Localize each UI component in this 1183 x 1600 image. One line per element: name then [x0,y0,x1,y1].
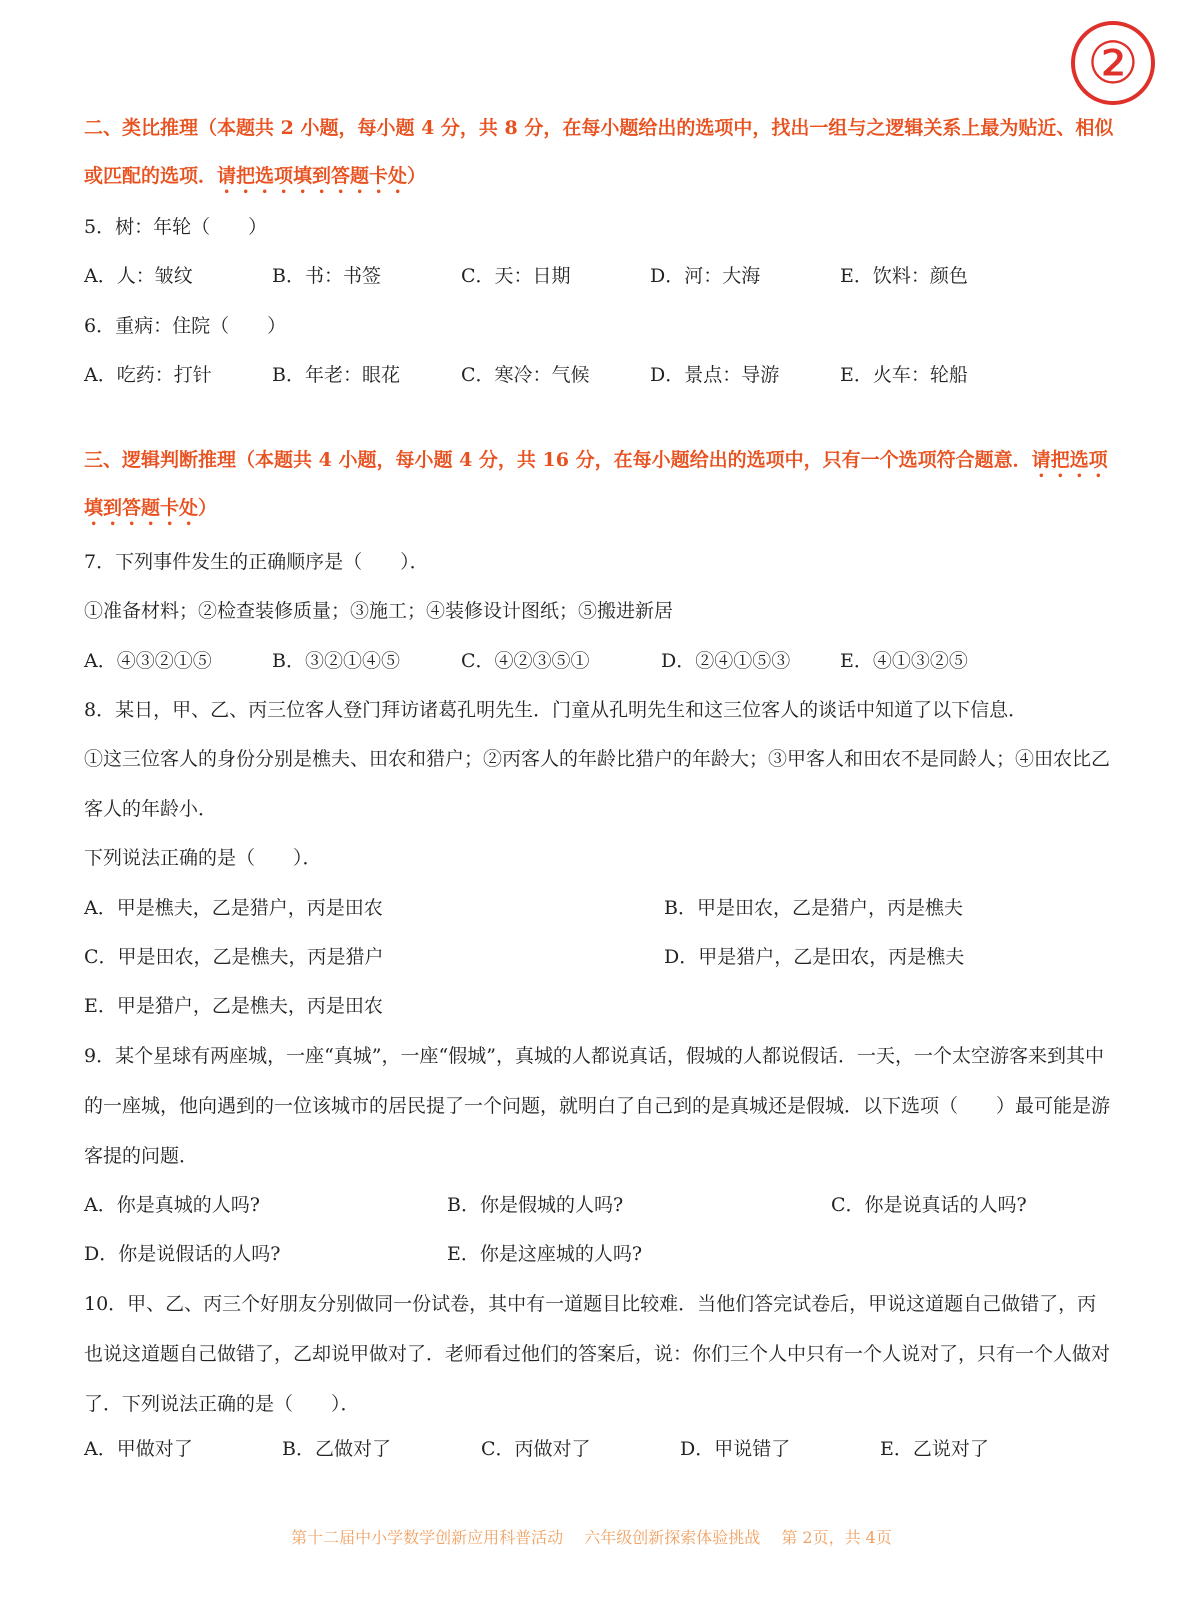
q6-stem: 6．重病：住院（ ） [84,315,287,337]
q7-option-d: D．②④①⑤③ [661,650,791,672]
q9-option-c: C．你是说真话的人吗? [831,1194,1027,1216]
q6-option-a: A．吃药：打针 [84,364,212,386]
q8-option-d: D．甲是猎户，乙是田农，丙是樵夫 [664,946,965,968]
section-2-heading-end: ） [407,165,427,187]
q7-option-a: A．④③②①⑤ [84,650,212,672]
section-2-instruction: 请把选项填到答题卡处 [217,165,408,187]
q8-option-a: A．甲是樵夫，乙是猎户，丙是田农 [84,897,383,919]
page-number-badge: ② [1071,21,1155,105]
q10-stem: 10．甲、乙、丙三个好朋友分别做同一份试卷，其中有一道题目比较难．当他们答完试卷后，甲说这道题自己做错了，丙也说这道题自己做错了，乙却说甲做对了．老师看过他们的答案后，说：你们三个人中只有一个人说对了，只有一个人做对了．下列说法正确的是（ ）． [84,1293,1111,1415]
q9-option-a: A．你是真城的人吗? [84,1194,260,1216]
section-3-heading [84,436,1114,532]
q5-options [84,251,1114,301]
q9-options-row-2 [84,1229,1114,1279]
q8-options-row-2 [84,932,1114,982]
q10-option-e: E．乙说对了 [880,1438,989,1460]
q5-option-a: A．人：皱纹 [84,265,193,287]
q9-options-row-1 [84,1180,1114,1230]
section-3-heading-end: ） [198,497,218,519]
page-footer [0,1525,1183,1548]
q10-option-b: B．乙做对了 [282,1438,391,1460]
q5-option-d: D．河：大海 [650,265,761,287]
q6-option-e: E．火车：轮船 [840,364,968,386]
q6-options [84,350,1114,400]
q10-options [84,1424,1114,1474]
q9-stem: 9．某个星球有两座城，一座“真城”，一座“假城”，真城的人都说真话，假城的人都说假话．一天，一个太空游客来到其中的一座城，他向遇到的一位该城市的居民提了一个问题，就明白了自己到的是真城还是假城．以下选项（ ）最可能是游客提的问题． [84,1045,1111,1167]
section-3-heading-text: 三、逻辑判断推理（本题共 4 小题，每小题 4 分，共 16 分，在每小题给出的选项中，只有一个选项符合题意． [84,449,1032,471]
q7-stem: 7．下列事件发生的正确顺序是（ ）． [84,551,429,573]
q10-option-d: D．甲说错了 [680,1438,791,1460]
q7-options [84,636,1114,686]
q7-option-e: E．④①③②⑤ [840,650,968,672]
q9-option-b: B．你是假城的人吗? [447,1194,624,1216]
q7-option-c: C．④②③⑤① [461,650,590,672]
q7-option-b: B．③②①④⑤ [272,650,400,672]
q10-option-c: C．丙做对了 [481,1438,591,1460]
q5-option-e: E．饮料：颜色 [840,265,968,287]
q7-detail: ①准备材料；②检查装修质量；③施工；④装修设计图纸；⑤搬进新居 [84,600,674,622]
q6-option-d: D．景点：导游 [650,364,780,386]
q8-option-b: B．甲是田农，乙是猎户，丙是樵夫 [664,897,963,919]
q5-option-b: B．书：书签 [272,265,381,287]
q10-option-a: A．甲做对了 [84,1438,193,1460]
section-2-heading-text: 二、类比推理（本题共 2 小题，每小题 4 分，共 8 分，在每小题给出的选项中，找出一组与之逻辑关系上最为贴近、相似或匹配的选项． [84,117,1114,187]
q6-option-b: B．年老：眼花 [272,364,400,386]
footer-page: 第 2页，共 4页 [781,1528,892,1547]
q8-options-row-1 [84,883,1114,933]
q6-option-c: C．寒冷：气候 [461,364,590,386]
q8-stem: 8．某日，甲、乙、丙三位客人登门拜访诸葛孔明先生．门童从孔明先生和这三位客人的谈话中知道了以下信息． [84,699,1028,721]
q8-question: 下列说法正确的是（ ）． [84,847,322,869]
q9-option-d: D．你是说假话的人吗? [84,1243,281,1265]
q8-option-e: E．甲是猎户，乙是樵夫，丙是田农 [84,995,383,1017]
footer-event: 第十二届中小学数学创新应用科普活动 [291,1528,564,1547]
q8-option-c: C．甲是田农，乙是樵夫，丙是猎户 [84,946,384,968]
section-2-heading [84,104,1114,200]
section-3-instruction: 请把选项填到答题卡处 [84,449,1108,519]
q9-option-e: E．你是这座城的人吗? [447,1243,643,1265]
q8-options-row-3 [84,981,1114,1031]
q8-clues: ①这三位客人的身份分别是樵夫、田农和猎户；②丙客人的年龄比猎户的年龄大；③甲客人和田农不是同龄人；④田农比乙客人的年龄小． [84,748,1111,820]
footer-grade: 六年级创新探索体验挑战 [584,1528,761,1547]
q5-option-c: C．天：日期 [461,265,571,287]
q5-stem: 5．树：年轮（ ） [84,216,268,238]
